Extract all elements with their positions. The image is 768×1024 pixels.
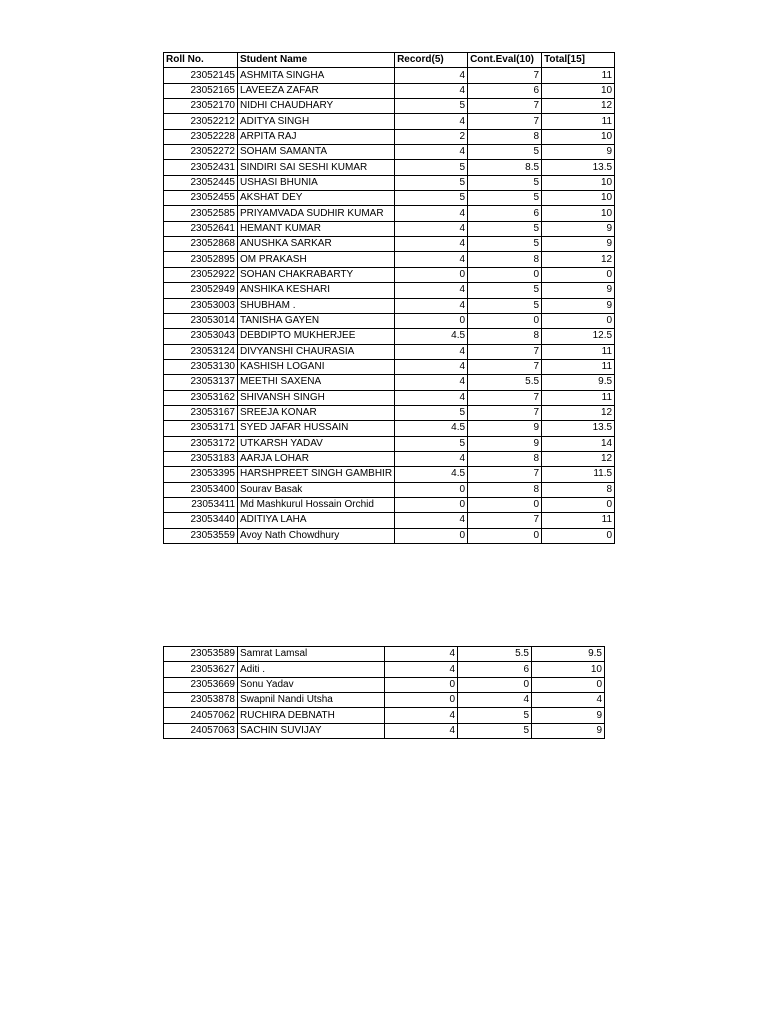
record-cell: 4 — [385, 723, 458, 738]
student-name-cell: HARSHPREET SINGH GAMBHIR — [238, 467, 395, 482]
record-cell: 0 — [395, 267, 468, 282]
table-row — [164, 83, 615, 98]
total-cell: 13.5 — [542, 421, 615, 436]
student-name-cell: KASHISH LOGANI — [238, 359, 395, 374]
total-cell: 0 — [542, 497, 615, 512]
student-name-cell: UTKARSH YADAV — [238, 436, 395, 451]
roll-no-cell: 23052585 — [164, 206, 238, 221]
record-cell: 0 — [395, 497, 468, 512]
cont-eval-cell: 0 — [468, 267, 542, 282]
student-name-cell: ADITYA SINGH — [238, 114, 395, 129]
roll-no-cell: 23053162 — [164, 390, 238, 405]
student-name-cell: Samrat Lamsal — [238, 647, 385, 662]
table-row — [164, 313, 615, 328]
roll-no-cell: 23053627 — [164, 662, 238, 677]
record-cell: 0 — [395, 313, 468, 328]
cont-eval-cell: 8.5 — [468, 160, 542, 175]
roll-no-cell: 23053172 — [164, 436, 238, 451]
record-cell: 5 — [395, 436, 468, 451]
roll-no-cell: 23052212 — [164, 114, 238, 129]
header-total: Total[15] — [542, 53, 615, 68]
cont-eval-cell: 8 — [468, 451, 542, 466]
total-cell: 9 — [542, 145, 615, 160]
table-row — [164, 329, 615, 344]
student-name-cell: TANISHA GAYEN — [238, 313, 395, 328]
table-row — [164, 436, 615, 451]
cont-eval-cell: 5 — [468, 221, 542, 236]
student-name-cell: USHASI BHUNIA — [238, 175, 395, 190]
table-row — [164, 267, 615, 282]
cont-eval-cell: 0 — [468, 313, 542, 328]
roll-no-cell: 24057062 — [164, 708, 238, 723]
record-cell: 5 — [395, 191, 468, 206]
roll-no-cell: 23052455 — [164, 191, 238, 206]
table-row — [164, 68, 615, 83]
table-row — [164, 482, 615, 497]
roll-no-cell: 23052949 — [164, 283, 238, 298]
total-cell: 9 — [542, 298, 615, 313]
total-cell: 10 — [542, 206, 615, 221]
total-cell: 0 — [532, 677, 605, 692]
cont-eval-cell: 9 — [468, 436, 542, 451]
total-cell: 11 — [542, 68, 615, 83]
cont-eval-cell: 8 — [468, 129, 542, 144]
record-cell: 4 — [395, 344, 468, 359]
table-row — [164, 723, 605, 738]
cont-eval-cell: 0 — [468, 497, 542, 512]
student-name-cell: ARPITA RAJ — [238, 129, 395, 144]
record-cell: 5 — [395, 99, 468, 114]
roll-no-cell: 23053124 — [164, 344, 238, 359]
marks-table — [163, 52, 615, 544]
table-row — [164, 237, 615, 252]
cont-eval-cell: 7 — [468, 359, 542, 374]
cont-eval-cell: 7 — [468, 467, 542, 482]
record-cell: 4 — [395, 298, 468, 313]
table-row — [164, 421, 615, 436]
roll-no-cell: 23053669 — [164, 677, 238, 692]
roll-no-cell: 23052922 — [164, 267, 238, 282]
student-name-cell: SHIVANSH SINGH — [238, 390, 395, 405]
total-cell: 9.5 — [532, 647, 605, 662]
table-row — [164, 298, 615, 313]
total-cell: 9 — [532, 708, 605, 723]
total-cell: 9 — [542, 283, 615, 298]
record-cell: 4.5 — [395, 329, 468, 344]
roll-no-cell: 23052445 — [164, 175, 238, 190]
record-cell: 4 — [385, 647, 458, 662]
header-student-name: Student Name — [238, 53, 395, 68]
total-cell: 12 — [542, 451, 615, 466]
student-name-cell: DEBDIPTO MUKHERJEE — [238, 329, 395, 344]
cont-eval-cell: 6 — [468, 206, 542, 221]
roll-no-cell: 23053395 — [164, 467, 238, 482]
total-cell: 12 — [542, 405, 615, 420]
roll-no-cell: 23052145 — [164, 68, 238, 83]
cont-eval-cell: 8 — [468, 252, 542, 267]
total-cell: 11 — [542, 513, 615, 528]
header-roll-no: Roll No. — [164, 53, 238, 68]
cont-eval-cell: 5 — [468, 283, 542, 298]
total-cell: 10 — [542, 175, 615, 190]
student-name-cell: Aditi . — [238, 662, 385, 677]
marks-table-continued-body — [164, 647, 605, 739]
roll-no-cell: 23053043 — [164, 329, 238, 344]
roll-no-cell: 23053014 — [164, 313, 238, 328]
record-cell: 4 — [385, 662, 458, 677]
record-cell: 4 — [395, 451, 468, 466]
roll-no-cell: 23052272 — [164, 145, 238, 160]
student-name-cell: ANUSHKA SARKAR — [238, 237, 395, 252]
table-row — [164, 114, 615, 129]
table-row — [164, 252, 615, 267]
total-cell: 9.5 — [542, 375, 615, 390]
record-cell: 4 — [395, 283, 468, 298]
roll-no-cell: 23052641 — [164, 221, 238, 236]
table-row — [164, 206, 615, 221]
roll-no-cell: 23053589 — [164, 647, 238, 662]
student-name-cell: DIVYANSHI CHAURASIA — [238, 344, 395, 359]
table-row — [164, 405, 615, 420]
table-row — [164, 497, 615, 512]
total-cell: 11 — [542, 344, 615, 359]
record-cell: 4.5 — [395, 421, 468, 436]
roll-no-cell: 23052431 — [164, 160, 238, 175]
table-row — [164, 145, 615, 160]
total-cell: 11 — [542, 114, 615, 129]
total-cell: 14 — [542, 436, 615, 451]
table-row — [164, 708, 605, 723]
record-cell: 5 — [395, 175, 468, 190]
cont-eval-cell: 7 — [468, 513, 542, 528]
total-cell: 4 — [532, 693, 605, 708]
cont-eval-cell: 6 — [468, 83, 542, 98]
roll-no-cell: 23052228 — [164, 129, 238, 144]
record-cell: 5 — [395, 160, 468, 175]
roll-no-cell: 23052165 — [164, 83, 238, 98]
student-name-cell: SREEJA KONAR — [238, 405, 395, 420]
cont-eval-cell: 5 — [468, 145, 542, 160]
student-name-cell: SYED JAFAR HUSSAIN — [238, 421, 395, 436]
table-row — [164, 513, 615, 528]
cont-eval-cell: 5 — [458, 723, 532, 738]
student-name-cell: HEMANT KUMAR — [238, 221, 395, 236]
record-cell: 2 — [395, 129, 468, 144]
cont-eval-cell: 0 — [468, 528, 542, 543]
cont-eval-cell: 7 — [468, 68, 542, 83]
student-name-cell: Swapnil Nandi Utsha — [238, 693, 385, 708]
student-name-cell: AKSHAT DEY — [238, 191, 395, 206]
total-cell: 13.5 — [542, 160, 615, 175]
table-row — [164, 677, 605, 692]
cont-eval-cell: 0 — [458, 677, 532, 692]
table-row — [164, 375, 615, 390]
total-cell: 12 — [542, 99, 615, 114]
student-name-cell: SHUBHAM . — [238, 298, 395, 313]
table-row — [164, 160, 615, 175]
roll-no-cell: 23052868 — [164, 237, 238, 252]
table-row — [164, 647, 605, 662]
record-cell: 4 — [395, 252, 468, 267]
table-row — [164, 99, 615, 114]
student-name-cell: OM PRAKASH — [238, 252, 395, 267]
record-cell: 4.5 — [395, 467, 468, 482]
total-cell: 12 — [542, 252, 615, 267]
student-name-cell: AARJA LOHAR — [238, 451, 395, 466]
cont-eval-cell: 5 — [468, 237, 542, 252]
record-cell: 4 — [395, 237, 468, 252]
total-cell: 8 — [542, 482, 615, 497]
total-cell: 10 — [532, 662, 605, 677]
roll-no-cell: 23053878 — [164, 693, 238, 708]
student-name-cell: LAVEEZA ZAFAR — [238, 83, 395, 98]
student-name-cell: SACHIN SUVIJAY — [238, 723, 385, 738]
roll-no-cell: 23052170 — [164, 99, 238, 114]
cont-eval-cell: 8 — [468, 482, 542, 497]
total-cell: 0 — [542, 528, 615, 543]
student-name-cell: PRIYAMVADA SUDHIR KUMAR — [238, 206, 395, 221]
table-row — [164, 451, 615, 466]
cont-eval-cell: 7 — [468, 405, 542, 420]
record-cell: 5 — [395, 405, 468, 420]
table-row — [164, 662, 605, 677]
total-cell: 11 — [542, 359, 615, 374]
student-name-cell: SOHAM SAMANTA — [238, 145, 395, 160]
student-name-cell: Sonu Yadav — [238, 677, 385, 692]
cont-eval-cell: 5 — [458, 708, 532, 723]
record-cell: 0 — [385, 677, 458, 692]
student-name-cell: MEETHI SAXENA — [238, 375, 395, 390]
student-name-cell: SOHAN CHAKRABARTY — [238, 267, 395, 282]
student-name-cell: Md Mashkurul Hossain Orchid — [238, 497, 395, 512]
table-row — [164, 175, 615, 190]
cont-eval-cell: 7 — [468, 390, 542, 405]
marks-table-body — [164, 68, 615, 544]
total-cell: 11.5 — [542, 467, 615, 482]
cont-eval-cell: 6 — [458, 662, 532, 677]
roll-no-cell: 23053411 — [164, 497, 238, 512]
roll-no-cell: 23053171 — [164, 421, 238, 436]
total-cell: 0 — [542, 313, 615, 328]
cont-eval-cell: 9 — [468, 421, 542, 436]
total-cell: 9 — [542, 237, 615, 252]
table-row — [164, 390, 615, 405]
student-name-cell: SINDIRI SAI SESHI KUMAR — [238, 160, 395, 175]
record-cell: 4 — [395, 145, 468, 160]
total-cell: 10 — [542, 191, 615, 206]
total-cell: 11 — [542, 390, 615, 405]
cont-eval-cell: 5.5 — [468, 375, 542, 390]
cont-eval-cell: 5 — [468, 298, 542, 313]
cont-eval-cell: 7 — [468, 99, 542, 114]
roll-no-cell: 24057063 — [164, 723, 238, 738]
record-cell: 4 — [395, 83, 468, 98]
table-row — [164, 191, 615, 206]
record-cell: 4 — [395, 221, 468, 236]
table-row — [164, 283, 615, 298]
header-row — [164, 53, 615, 68]
student-name-cell: ANSHIKA KESHARI — [238, 283, 395, 298]
roll-no-cell: 23053130 — [164, 359, 238, 374]
record-cell: 4 — [395, 513, 468, 528]
record-cell: 4 — [395, 390, 468, 405]
record-cell: 0 — [385, 693, 458, 708]
table-row — [164, 528, 615, 543]
roll-no-cell: 23053183 — [164, 451, 238, 466]
roll-no-cell: 23053137 — [164, 375, 238, 390]
total-cell: 9 — [542, 221, 615, 236]
student-name-cell: RUCHIRA DEBNATH — [238, 708, 385, 723]
table-row — [164, 693, 605, 708]
student-name-cell: Sourav Basak — [238, 482, 395, 497]
roll-no-cell: 23053167 — [164, 405, 238, 420]
header-record: Record(5) — [395, 53, 468, 68]
total-cell: 9 — [532, 723, 605, 738]
table-row — [164, 129, 615, 144]
student-name-cell: ASHMITA SINGHA — [238, 68, 395, 83]
table-row — [164, 344, 615, 359]
roll-no-cell: 23053440 — [164, 513, 238, 528]
cont-eval-cell: 7 — [468, 344, 542, 359]
record-cell: 4 — [395, 114, 468, 129]
roll-no-cell: 23053559 — [164, 528, 238, 543]
header-cont-eval: Cont.Eval(10) — [468, 53, 542, 68]
cont-eval-cell: 5 — [468, 191, 542, 206]
total-cell: 0 — [542, 267, 615, 282]
cont-eval-cell: 5.5 — [458, 647, 532, 662]
record-cell: 4 — [395, 359, 468, 374]
table-row — [164, 221, 615, 236]
table-row — [164, 359, 615, 374]
record-cell: 0 — [395, 528, 468, 543]
roll-no-cell: 23052895 — [164, 252, 238, 267]
record-cell: 0 — [395, 482, 468, 497]
cont-eval-cell: 4 — [458, 693, 532, 708]
cont-eval-cell: 8 — [468, 329, 542, 344]
roll-no-cell: 23053003 — [164, 298, 238, 313]
student-name-cell: NIDHI CHAUDHARY — [238, 99, 395, 114]
marks-table-continued — [163, 646, 605, 739]
roll-no-cell: 23053400 — [164, 482, 238, 497]
cont-eval-cell: 5 — [468, 175, 542, 190]
total-cell: 12.5 — [542, 329, 615, 344]
table-row — [164, 467, 615, 482]
student-name-cell: ADITIYA LAHA — [238, 513, 395, 528]
total-cell: 10 — [542, 129, 615, 144]
total-cell: 10 — [542, 83, 615, 98]
student-name-cell: Avoy Nath Chowdhury — [238, 528, 395, 543]
record-cell: 4 — [385, 708, 458, 723]
record-cell: 4 — [395, 375, 468, 390]
record-cell: 4 — [395, 68, 468, 83]
cont-eval-cell: 7 — [468, 114, 542, 129]
record-cell: 4 — [395, 206, 468, 221]
